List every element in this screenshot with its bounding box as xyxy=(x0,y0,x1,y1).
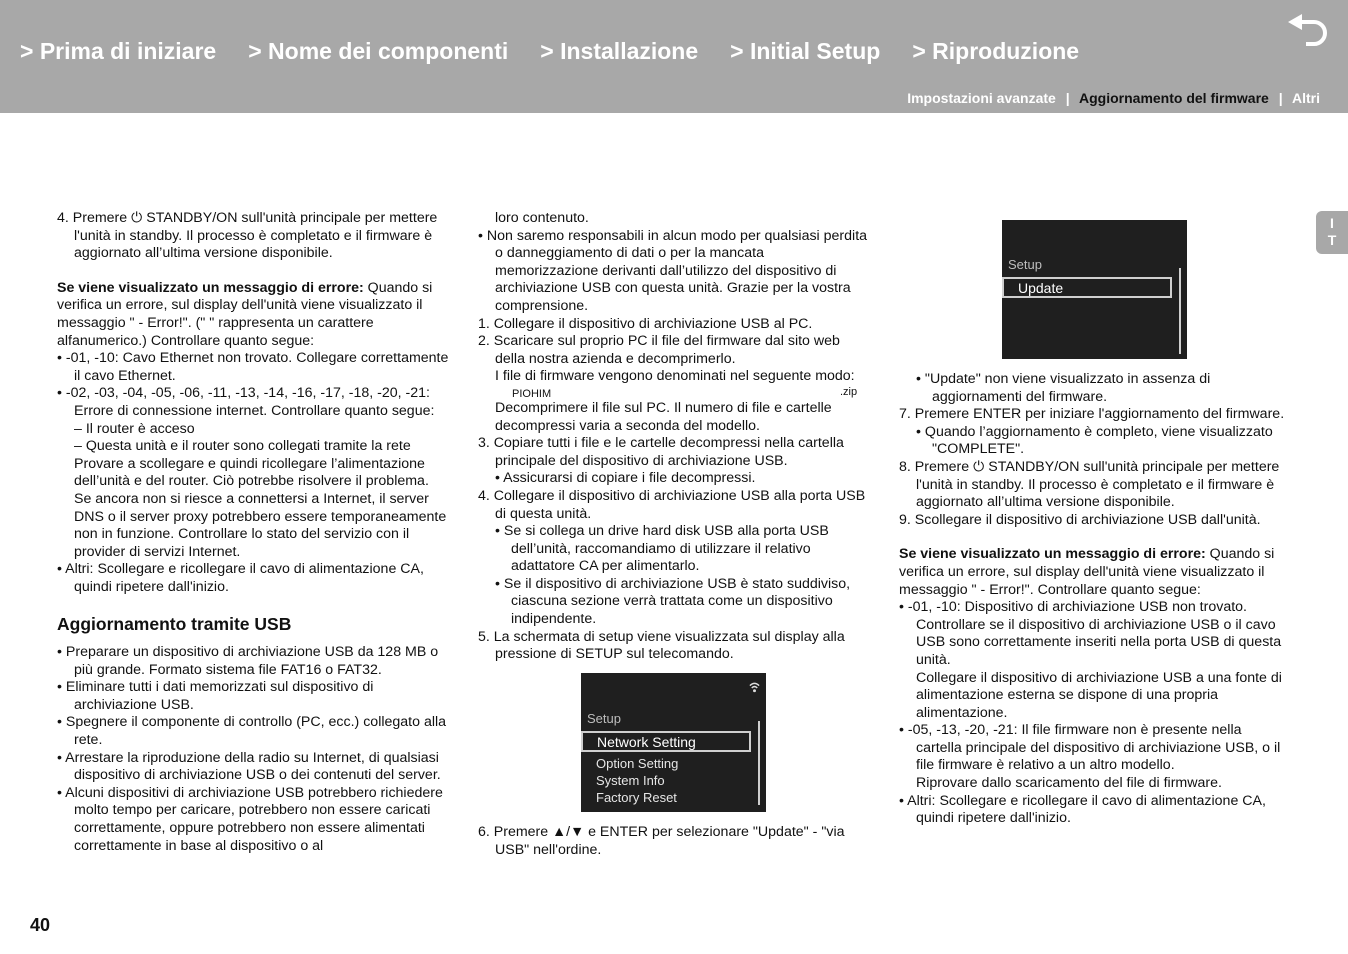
subnav-separator: | xyxy=(1278,90,1283,106)
subnav-altri[interactable]: Altri xyxy=(1292,90,1320,106)
step-5: 5. La schermata di setup viene visualizzata sul display alla pressione di SETUP sul telecomando. xyxy=(478,628,845,663)
retry-download-note: Riprovare dallo scaricamento del file di firmware. xyxy=(916,775,1222,792)
column-1 xyxy=(57,210,449,855)
step-8: 8. Premere ⏻ STANDBY/ON sull'unità principale per mettere l'unità in standby. Il processo è completato e il firmware è aggiornato all’ultima versione disponibile. xyxy=(899,458,1280,511)
continued-text: loro contenuto. xyxy=(495,210,589,226)
sub-nav xyxy=(907,90,1320,106)
language-tab xyxy=(1316,211,1348,254)
bullet-pc-off: • Spegnere il componente di controllo (PC, ecc.) collegato alla rete. xyxy=(57,714,447,749)
bullet-usb-erase: • Eliminare tutti i dati memorizzati sul dispositivo di archiviazione USB. xyxy=(57,679,374,713)
option-factory-reset[interactable]: Factory Reset xyxy=(596,790,677,805)
error-paragraph xyxy=(57,280,449,350)
column-2 xyxy=(478,210,870,664)
dash-network: – Questa unità e il router sono collegati tramite la rete xyxy=(74,438,411,455)
step-6: 6. Premere ▲/▼ e ENTER per selezionare "Update" - "via USB" nell'ordine. xyxy=(478,824,845,858)
column-3 xyxy=(899,371,1291,828)
column-2-bottom xyxy=(478,824,870,859)
top-nav xyxy=(20,38,1111,65)
screen-scrollbar xyxy=(1179,268,1181,354)
bullet-usb-prepare: • Preparare un dispositivo di archiviazione USB da 128 MB o più grande. Formato sistema file FAT16 o FAT32. xyxy=(57,644,439,678)
bullet-usb-slow: • Alcuni dispositivi di archiviazione USB potrebbero richiedere molto tempo per caricare, potrebbero non essere caricati correttamente, oppure potrebbero non essere alimentati correttamente in base al dispositivo o al xyxy=(57,784,443,854)
step-4-note-partition: • Se il dispositivo di archiviazione USB è stato suddiviso, ciascuna sezione verrà trattata come un dispositivo indipendente. xyxy=(495,575,851,628)
header-bar xyxy=(0,0,1348,113)
selected-update[interactable]: Update xyxy=(1002,277,1172,298)
step-3-note: • Assicurarsi di copiare i file decompressi. xyxy=(495,470,756,487)
error-label: Se viene visualizzato un messaggio di errore: xyxy=(899,546,1206,563)
subnav-impostazioni-avanzate[interactable]: Impostazioni avanzate xyxy=(907,90,1056,106)
screen-scrollbar xyxy=(758,721,760,805)
subnav-separator: | xyxy=(1065,90,1070,106)
step-2: 2. Scaricare sul proprio PC il file del firmware dal sito web della nostra azienda e decomprimerlo. xyxy=(478,333,840,367)
nav-nome-dei-componenti[interactable]: > Nome dei componenti xyxy=(248,38,509,64)
bullet-firmware-missing: • -05, -13, -20, -21: Il file firmware non è presente nella cartella principale del dispositivo di archiviazione USB, o il file firmware è relativo a un altro modello. xyxy=(899,722,1281,774)
step-7: 7. Premere ENTER per iniziare l'aggiornamento del firmware. xyxy=(899,406,1285,423)
step-7-note: • Quando l’aggiornamento è completo, viene visualizzato "COMPLETE". xyxy=(916,423,1273,458)
bullet-internet: • -02, -03, -04, -05, -06, -11, -13, -14, -16, -17, -18, -20, -21: Errore di connessione internet. Controllare quanto segue: xyxy=(57,385,435,419)
nav-riproduzione[interactable]: > Riproduzione xyxy=(912,38,1080,64)
bullet-altri: • Altri: Scollegare e ricollegare il cavo di alimentazione CA, quindi ripetere dall'inizio. xyxy=(899,792,1266,827)
return-arrow-icon[interactable] xyxy=(1286,14,1330,50)
bullet-altri: • Altri: Scollegare e ricollegare il cavo di alimentazione CA, quindi ripetere dall'inizio. xyxy=(57,561,424,595)
paragraph-retry: Provare a scollegare e quindi ricollegare l’alimentazione dell’unità e del router. Ciò potrebbe risolvere il problema. Se ancora non si riesce a connettersi a Internet, il server DNS o il server proxy potrebbero essere temporaneamente non in funzione. Controllare lo stato del servizio con il provider di servizi Internet. xyxy=(74,455,447,560)
option-system-info[interactable]: System Info xyxy=(596,773,665,788)
lang-tab-line1: I xyxy=(1330,215,1334,231)
nav-initial-setup[interactable]: > Initial Setup xyxy=(730,38,881,64)
error-text: Quando si verifica un errore, sul display dell'unità viene visualizzato il messaggio " - Error!". Controllare quanto segue: xyxy=(899,546,1275,598)
bullet-stop-playback: • Arrestare la riproduzione della radio su Internet, di qualsiasi dispositivo di archiviazione USB o dei contenuti del server. xyxy=(57,749,441,784)
option-setting[interactable]: Option Setting xyxy=(596,756,679,771)
nav-prima-di-iniziare[interactable]: > Prima di iniziare xyxy=(20,38,217,64)
step-4: 4. Premere ⏻ STANDBY/ON sull'unità principale per mettere l'unità in standby. Il processo è completato e il firmware è aggiornato all’ultima versione disponibile. xyxy=(57,210,438,262)
step-1: 1. Collegare il dispositivo di archiviazione USB al PC. xyxy=(478,315,813,332)
step-2-naming: I file di firmware vengono denominati nel seguente modo: xyxy=(495,368,855,385)
step-9: 9. Scollegare il dispositivo di archiviazione USB dall'unità. xyxy=(899,511,1261,528)
error-paragraph xyxy=(899,546,1291,599)
filename-ext: .zip xyxy=(840,385,858,398)
bullet-ethernet: • -01, -10: Cavo Ethernet non trovato. Collegare correttamente il cavo Ethernet. xyxy=(57,350,449,384)
section-heading: Aggiornamento tramite USB xyxy=(57,614,292,635)
error-label: Se viene visualizzato un messaggio di errore: xyxy=(57,279,364,296)
setup-screen-1 xyxy=(581,673,766,812)
screen-title: Setup xyxy=(1008,257,1042,272)
lang-tab-line2: T xyxy=(1327,232,1337,248)
step-3: 3. Copiare tutti i file e le cartelle decompressi nella cartella principale del dispositivo di archiviazione USB. xyxy=(478,435,844,469)
setup-screen-2 xyxy=(1002,220,1187,359)
nav-installazione[interactable]: > Installazione xyxy=(540,38,699,64)
filename-prefix: PIOHIM xyxy=(512,387,552,400)
bullet-liability: • Non saremo responsabili in alcun modo per qualsiasi perdita o danneggiamento di dati o per la mancata memorizzazione derivanti dall’utilizzo del dispositivo di archiviazione USB con questa unità. Grazie per la vostra comprensione. xyxy=(478,227,868,314)
page-number: 40 xyxy=(30,915,51,935)
dash-router: – Il router è acceso xyxy=(74,420,195,437)
subnav-aggiornamento-firmware[interactable]: Aggiornamento del firmware xyxy=(1079,90,1269,106)
step-2-unzip: Decomprimere il file sul PC. Il numero di file e cartelle decompressi varia a seconda del modello. xyxy=(495,399,832,434)
selected-network-setting[interactable]: Network Setting xyxy=(581,731,751,752)
firmware-filename xyxy=(478,386,870,400)
bullet-usb-not-found: • -01, -10: Dispositivo di archiviazione USB non trovato. Controllare se il dispositivo di archiviazione USB o il cavo USB sono correttamente inseriti nella porta USB di questa unità. xyxy=(899,599,1282,668)
step-4-note-hdd: • Se si collega un drive hard disk USB alla porta USB dell’unità, raccomandiamo di utilizzare il relativo adattatore CA per alimentarlo. xyxy=(495,523,829,575)
note-update-missing: • "Update" non viene visualizzato in assenza di aggiornamenti del firmware. xyxy=(916,371,1211,405)
wifi-icon xyxy=(749,682,760,693)
usb-power-note: Collegare il dispositivo di archiviazione USB a una fonte di alimentazione esterna se dispone di una propria alimentazione. xyxy=(916,669,1282,721)
error-text: Quando si verifica un errore, sul display dell'unità viene visualizzato il messaggio " - Error!". (" " rappresenta un carattere alfanumerico.) Controllare quanto segue: xyxy=(57,279,433,349)
screen-title: Setup xyxy=(587,711,621,726)
step-4: 4. Collegare il dispositivo di archiviazione USB alla porta USB di questa unità. xyxy=(478,487,866,522)
